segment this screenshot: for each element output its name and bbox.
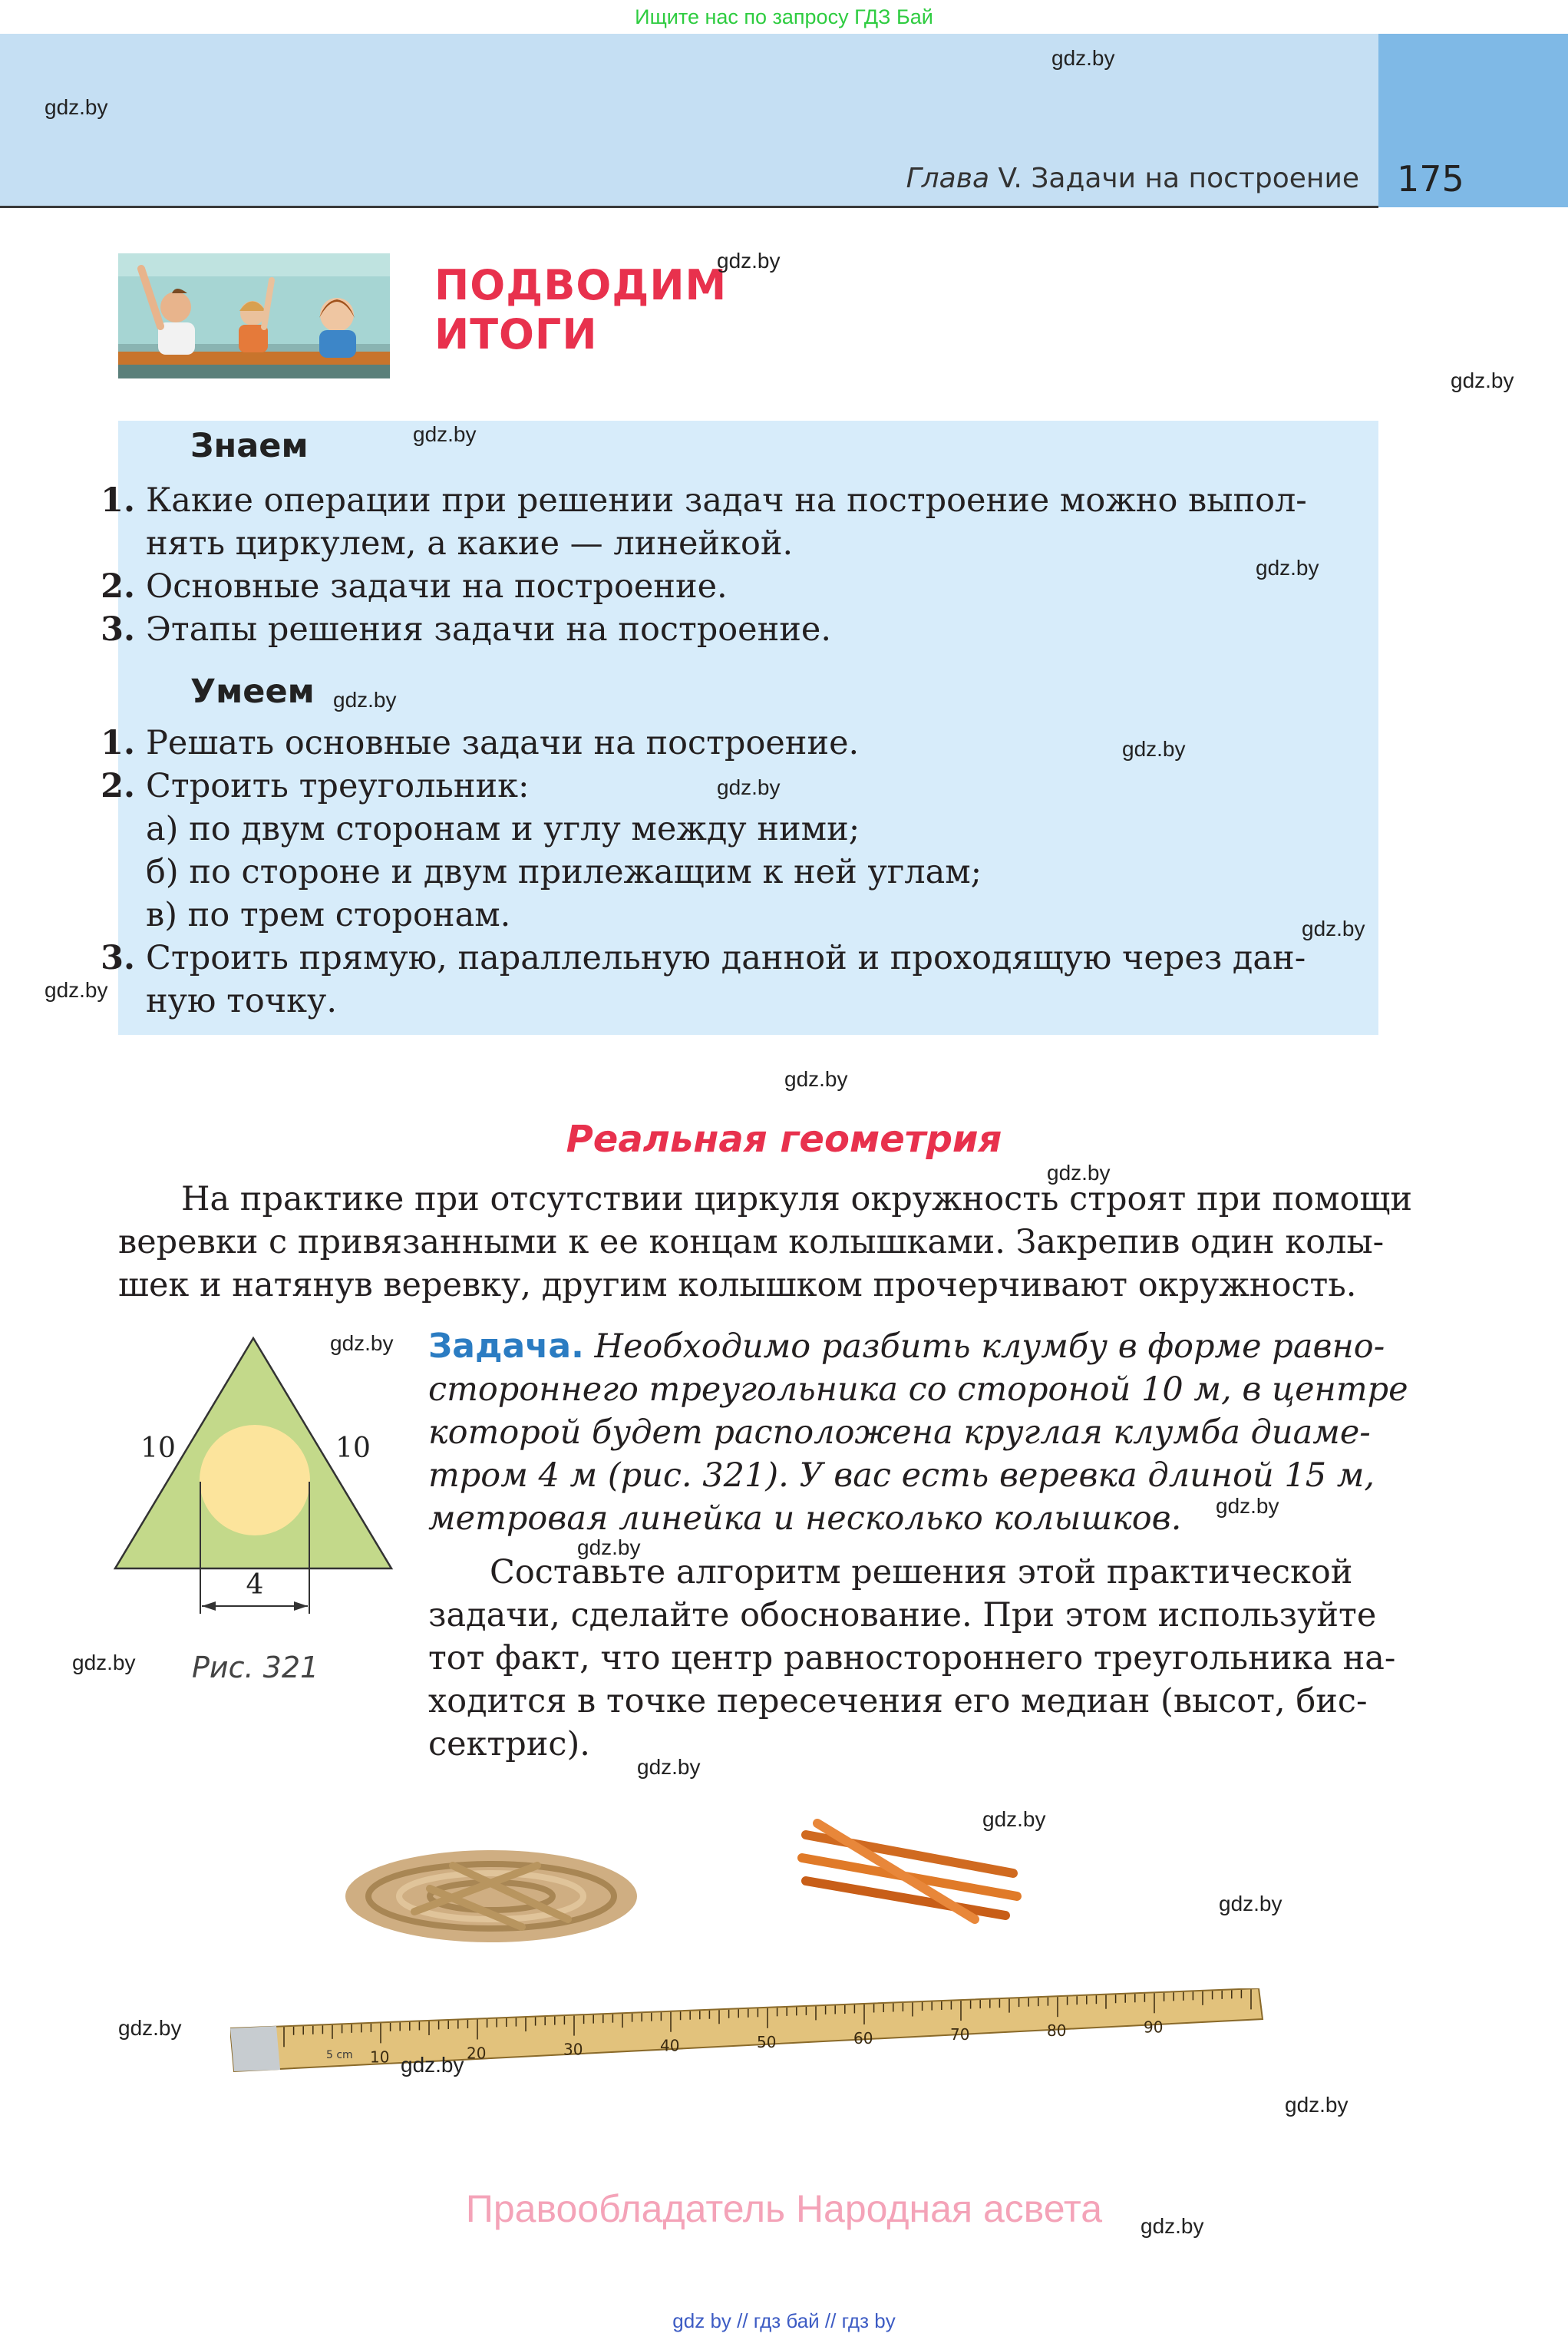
watermark: gdz.by: [401, 2053, 464, 2077]
ruler-number: 50: [757, 2032, 777, 2051]
know-item-3: [92, 608, 831, 651]
watermark: gdz.by: [413, 422, 477, 446]
can-item-1-line1: Решать основные задачи на построение.: [146, 724, 860, 762]
round-flowerbed: [200, 1425, 310, 1535]
side-right-label: 10: [335, 1433, 371, 1464]
watermark: gdz.by: [637, 1755, 701, 1779]
task-line-5: метровая линейка и несколько колышков.: [428, 1499, 1182, 1538]
intro-paragraph: [118, 1178, 1412, 1307]
watermark: gdz.by: [1047, 1161, 1111, 1185]
can-item-3: [92, 937, 1306, 1023]
summary-heading-line1: ПОДВОДИМ: [434, 261, 728, 309]
task-line-4: тром 4 м (рис. 321). У вас есть веревка длиной 15 м,: [428, 1456, 1375, 1495]
watermark: gdz.by: [45, 978, 108, 1002]
side-left-label: 10: [140, 1433, 176, 1464]
figure-caption: Рис. 321: [192, 1651, 319, 1684]
watermark: gdz.by: [982, 1807, 1046, 1831]
watermark: gdz.by: [717, 775, 781, 799]
know-item-2-num: 2.: [101, 567, 135, 606]
task-line-2: стороннего треугольника со стороной 10 м, в центре: [428, 1370, 1408, 1409]
ruler-number: 40: [660, 2036, 680, 2055]
can-item-1: [92, 722, 859, 765]
chapter-prefix: Глава: [906, 163, 989, 194]
watermark: gdz.by: [577, 1535, 641, 1559]
know-item-1-num: 1.: [101, 481, 135, 520]
algo-line-4: ходится в точке пересечения его медиан (высот, бис-: [428, 1682, 1368, 1720]
ruler-left-mark: 5 cm: [326, 2049, 353, 2061]
know-item-1-line2: нять циркулем, а какие — линейкой.: [146, 524, 794, 563]
can-item-3-line2: ную точку.: [146, 982, 338, 1020]
top-banner: Ищите нас по запросу ГДЗ Бай: [635, 5, 933, 28]
know-item-1: [92, 479, 1307, 565]
know-item-2-line1: Основные задачи на построение.: [146, 567, 728, 606]
ruler-number: 90: [1144, 2018, 1164, 2037]
watermark: gdz.by: [1216, 1494, 1279, 1518]
meter-ruler-image: [230, 1988, 1266, 2073]
watermark: gdz.by: [717, 249, 781, 273]
algo-line-2: задачи, сделайте обоснование. При этом используйте: [428, 1596, 1377, 1634]
intro-line-2: веревки с привязанными к ее концам колышками. Закрепив один колы-: [118, 1223, 1385, 1261]
page-number: 175: [1397, 158, 1464, 200]
figure-321: [107, 1328, 414, 1635]
copyright-notice: Правообладатель Народная асвета: [465, 2187, 1103, 2230]
diameter-label: 4: [246, 1569, 264, 1601]
chapter-name: V. Задачи на построение: [989, 163, 1359, 194]
footer-links[interactable]: gdz by // гдз бай // гдз by: [672, 2309, 896, 2332]
watermark: gdz.by: [1285, 2093, 1348, 2117]
watermark: gdz.by: [784, 1067, 848, 1091]
ruler-number: 10: [370, 2048, 390, 2067]
watermark: gdz.by: [1219, 1892, 1282, 1915]
algo-line-3: тот факт, что центр равностороннего треугольника на-: [428, 1639, 1396, 1677]
summary-heading-line2: ИТОГИ: [434, 310, 598, 359]
intro-line-3: шек и натянув веревку, другим колышком прочерчивают окружность.: [118, 1266, 1357, 1304]
can-item-3-line1: Строить прямую, параллельную данной и проходящую через дан-: [146, 939, 1306, 977]
can-item-1-num: 1.: [101, 724, 135, 762]
know-item-3-num: 3.: [101, 610, 135, 649]
watermark: gdz.by: [1122, 737, 1186, 761]
watermark: gdz.by: [118, 2016, 182, 2040]
students-illustration: [118, 253, 390, 378]
watermark: gdz.by: [45, 95, 108, 119]
summary-heading: [434, 261, 727, 359]
task-block: [428, 1325, 1408, 1766]
can-item-2-num: 2.: [101, 767, 135, 805]
watermark: gdz.by: [333, 688, 397, 712]
ruler-number: 20: [467, 2044, 487, 2063]
ruler-number: 30: [563, 2040, 583, 2059]
can-title: Умеем: [190, 673, 315, 711]
watermark: gdz.by: [72, 1651, 136, 1674]
can-item-2: [92, 765, 982, 937]
header-rule: [0, 206, 1378, 208]
task-line-1: Необходимо разбить клумбу в форме равно-: [594, 1327, 1385, 1366]
algo-line-1: Составьте алгоритм решения этой практической: [490, 1553, 1353, 1591]
chapter-title: [906, 163, 1359, 194]
task-line-3: которой будет расположена круглая клумба диаме-: [428, 1413, 1371, 1452]
watermark: gdz.by: [1051, 46, 1115, 70]
can-item-2-line4: в) по трем сторонам.: [146, 896, 511, 934]
intro-line-1: На практике при отсутствии циркуля окружность строят при помощи: [181, 1180, 1413, 1218]
watermark: gdz.by: [1451, 369, 1514, 392]
ruler-number: 60: [853, 2028, 873, 2048]
rope-coil-image: [338, 1835, 645, 1950]
know-title: Знаем: [190, 427, 309, 465]
know-item-3-line1: Этапы решения задачи на построение.: [146, 610, 832, 649]
watermark: gdz.by: [1302, 917, 1365, 940]
can-item-2-line1: Строить треугольник:: [146, 767, 530, 805]
task-label: Задача.: [428, 1327, 584, 1366]
can-item-2-line3: б) по стороне и двум прилежащим к ней углам;: [146, 853, 982, 891]
watermark: gdz.by: [1256, 556, 1319, 580]
watermark: gdz.by: [330, 1331, 394, 1355]
know-item-2: [92, 565, 728, 608]
can-item-2-line2: а) по двум сторонам и углу между ними;: [146, 810, 860, 848]
section-heading: Реальная геометрия: [566, 1118, 1002, 1161]
can-item-3-num: 3.: [101, 939, 135, 977]
ruler-number: 80: [1047, 2021, 1067, 2041]
watermark: gdz.by: [1141, 2214, 1204, 2238]
algo-line-5: сектрис).: [428, 1725, 590, 1763]
know-item-1-line1: Какие операции при решении задач на построение можно выпол-: [146, 481, 1307, 520]
ruler-number: 70: [950, 2025, 970, 2044]
